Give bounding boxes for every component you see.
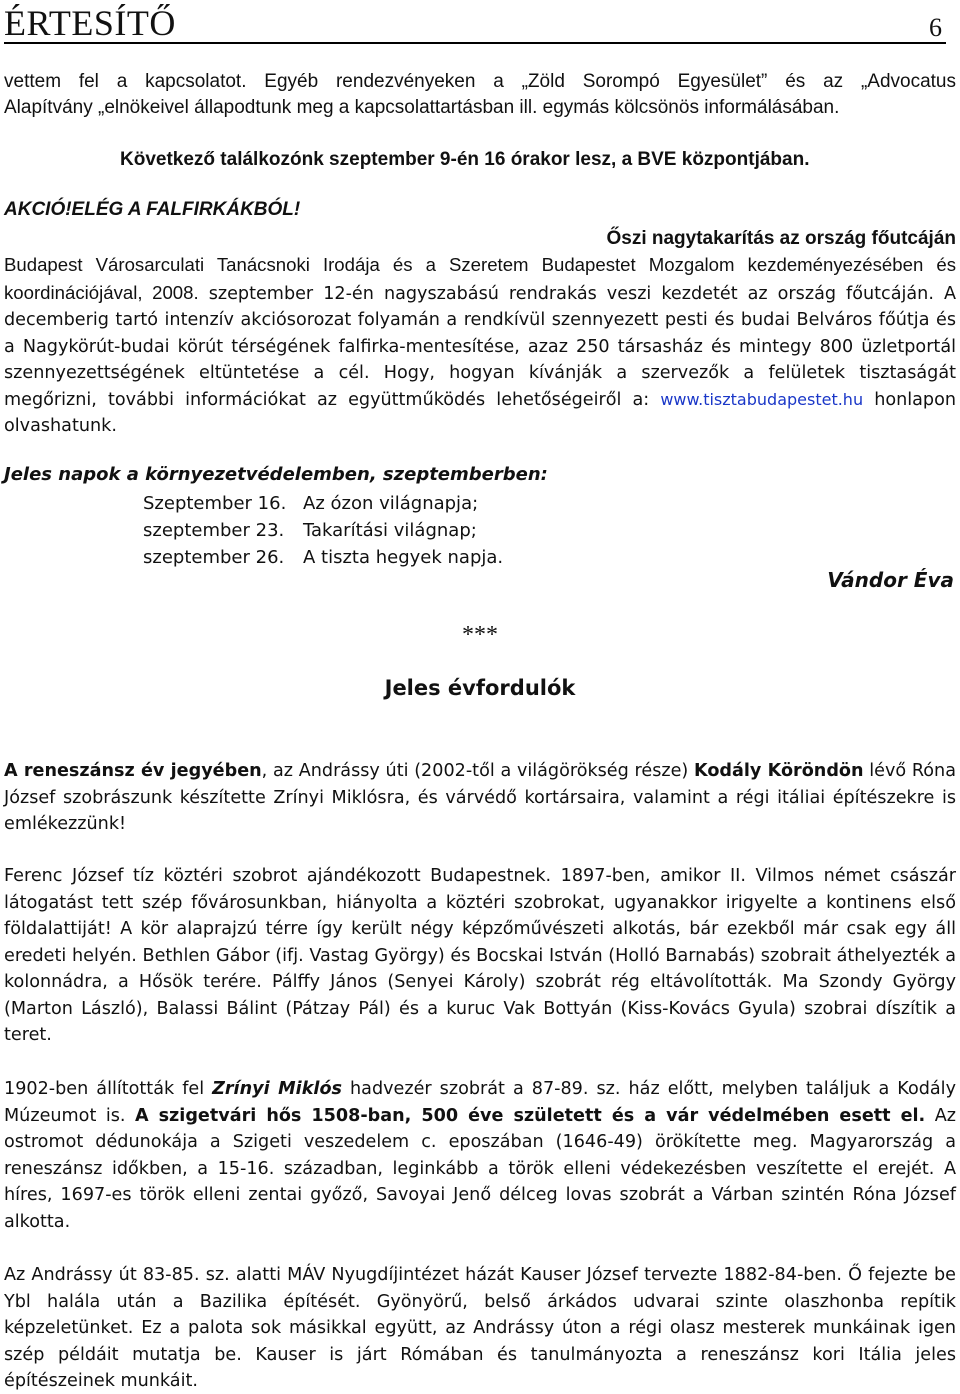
next-meeting-notice: Következő találkozónk szeptember 9-én 16 órakor lesz, a BVE központjában. [120,149,810,170]
zrinyi-paragraph [4,1076,956,1235]
zrinyi-highlight: A szigetvári hős 1508-ban, 500 éve született és a vár védelmében esett el. [134,1105,926,1126]
anniversaries-title: Jeles évfordulók [384,676,576,700]
renaissance-paragraph [4,758,956,838]
cleanup-paragraph [4,252,956,440]
list-item [143,544,503,571]
zrinyi-text-start: 1902-ben állították fel [4,1079,213,1099]
page-number: 6 [929,13,942,42]
intro-line-1: vettem fel a kapcsolatot. Egyéb rendezvényeken a „Zöld Sorompó Egyesület” és az „Advocatus [4,71,956,92]
day-event: Takarítási világnap; [303,520,477,541]
list-item [143,517,503,544]
cleanup-date-text: szeptember 12-én nagyszabású rendrakás veszi kezdetét az ország főutcáján. [208,283,934,304]
environmental-days-list [143,490,503,571]
cleanup-description: A decemberig tartó intenzív akciósorozat folyamán a rendkívül szennyezett pesti és budai Belváros főútja és a Nagykörút-budai körút térségének falfirka-mentesítése, azaz 250 társasház és mintegy 800 üzletportál szennyezettségének eltüntetése a cél. [4,283,957,383]
day-date: szeptember 26. [143,547,285,568]
kauser-paragraph: Az Andrássy út 83-85. sz. alatti MÁV Nyugdíjintézet házát Kauser József tervezte 1882-84-ben. Ő fejezte be Ybl halála után a Bazilika építését. Gyönyörű, belső árkádos udvarai szinte olaszhonba repítik képzeletünket. Ez a palota sok másikkal együtt, az Andrássy úton a régi olasz mesterek munkáinak igen szép példáit mutatja be. Kauser is járt Rómában és tanulmányozta a reneszánsz kori Itália jeles építészeinek munkáit. [4,1265,956,1391]
cleanup-intro-text: Budapest Városarculati Tanácsnoki Irodája és a Szeretem Budapestet Mozgalom kezdeményezésében és koordinációjával, 2008. [4,254,956,303]
statues-paragraph: Ferenc József tíz köztéri szobrot ajándékozott Budapestnek. 1897-ben, amikor II. Vilmos német császár látogatást tett szép fővárosunkban, hiányolta a köztéri szobrokat, ugyanakkor irigyelte a kontinens első földalattiját! A kör alaprajzú térre így került négy képzőművészeti alkotás, bár ezekből már csak egy áll eredeti helyén. Bethlen Gábor (ifj. Vastag György) és Bocskai István (Holló Barnabás) szobrait áthelyezték a kolonnádra, a Hősök terére. Pálffy János (Senyei Károly) szobrát rég eltávolították. Ma Szondy György (Marton László), Balassi Bálint (Pátzay Pál) és a kuruc Vak Bottyán (Kiss-Kovács Gyula) szobrai díszítik a teret. [4,866,956,1045]
cleanup-subheading: Őszi nagytakarítás az ország főutcáján [606,228,956,249]
author-signature: Vándor Éva [827,568,954,592]
cleanup-info-text: Hogy, hogyan kívánják a szervezők a felületek tisztaságát megőrizni, további információkat az együttműködés lehetőségeiről a: [4,363,957,410]
section-separator: *** [462,622,498,648]
renaissance-text-mid: , az Andrássy úti (2002-től a világörökség része) [261,761,694,781]
renaissance-text-rest: lévő Róna József szobrászunk készítette Zrínyi Miklósra, és várvédő kortársaira, valamint a régi itáliai építészekre is emlékezzünk! [4,761,956,834]
zrinyi-name: Zrínyi Miklós [212,1079,342,1099]
action-heading: AKCIÓ!ELÉG A FALFIRKÁKBÓL! [4,199,301,220]
day-event: A tiszta hegyek napja. [303,547,504,568]
environmental-days-title: Jeles napok a környezetvédelemben, szeptemberben: [4,464,548,485]
intro-line-2: Alapítvány „elnökeivel állapodtunk meg a kapcsolattartásban ill. egymás kölcsönös informálásában. [4,97,840,118]
website-link[interactable]: www.tisztabudapestet.hu [660,389,864,409]
newsletter-title: ÉRTESÍTŐ [4,3,176,43]
day-event: Az ózon világnapja; [303,493,479,514]
website-suffix: honlapon olvashatunk. [4,389,957,436]
renaissance-lead: A reneszánsz év jegyében [4,761,262,781]
kodaly-korond-highlight: Kodály Köröndön [694,761,864,781]
page-header [4,4,946,44]
list-item [143,490,503,517]
day-date: Szeptember 16. [143,493,287,514]
zrinyi-text-mid: hadvezér szobrát a 87-89. sz. ház előtt, melyben találjuk a Kodály Múzeumot is. [4,1079,956,1126]
zrinyi-text-rest: Az ostromot dédunokája a Szigeti veszedelem c. eposzában (1646-49) örökítette meg. Magyarország a reneszánsz időkben, a 15-16. században, leginkább a török elleni védekezésben veszítette el erejét. A híres, 1697-es török elleni zentai győző, Savoyai Jenő délceg lovas szobrát a Várban szintén Róna József alkotta. [4,1105,956,1232]
day-date: szeptember 23. [143,520,285,541]
